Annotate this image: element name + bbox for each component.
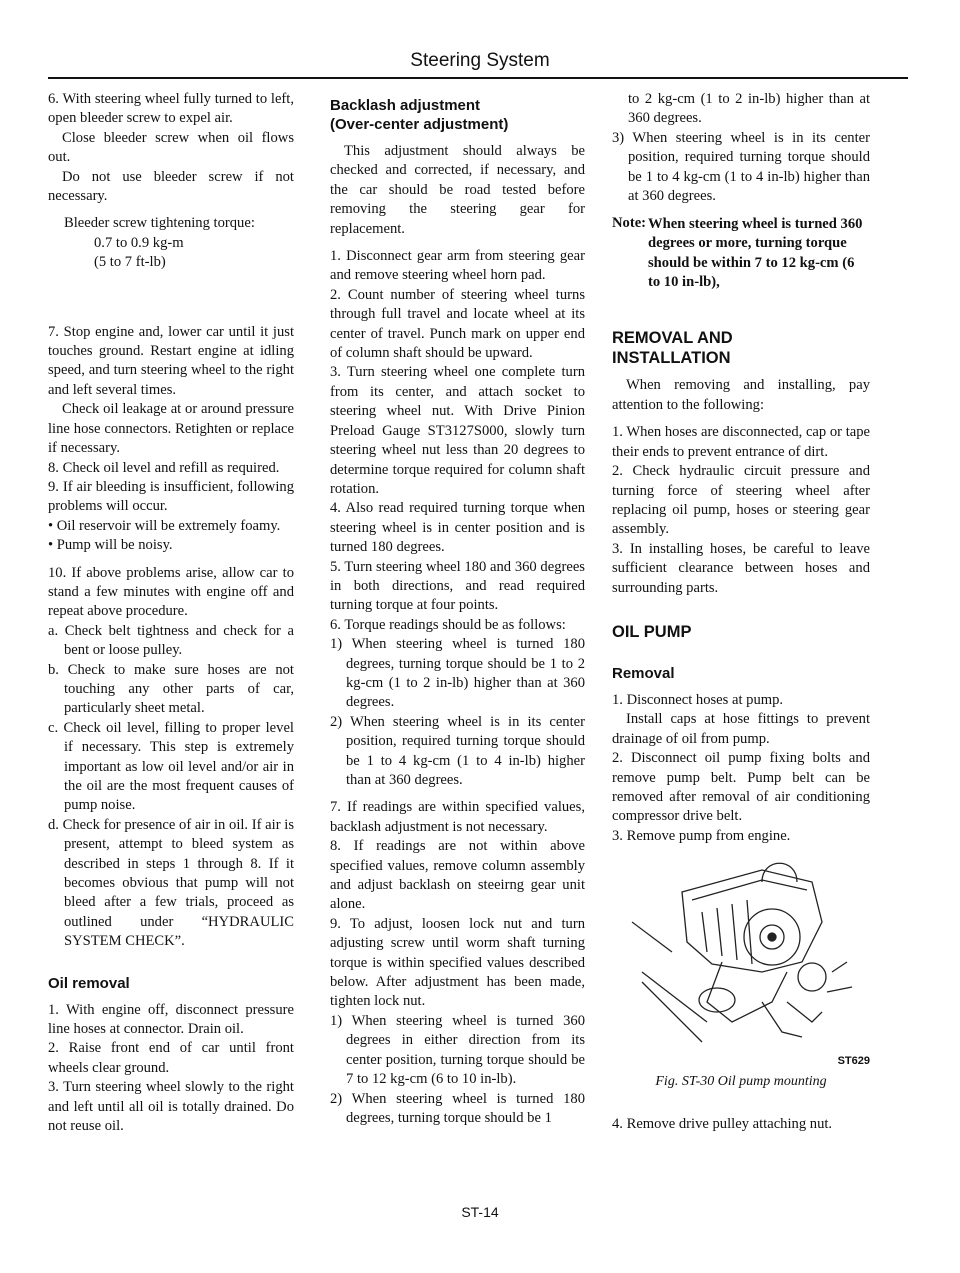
heading-over-center: (Over-center adjustment) [330,116,509,133]
torque-value-imperial: (5 to 7 ft-lb) [94,254,166,271]
heading-removal: REMOVAL AND [612,329,733,348]
backlash-step-6: 6. Torque readings should be as follows: [330,616,566,633]
torque-value-metric: 0.7 to 0.9 kg-m [94,234,184,251]
backlash-step-4: 4. Also read required turning torque when steering wheel is in center position and is turned 180 degrees. [330,500,585,556]
column-2 [330,96,585,1128]
removal-intro: When removing and installing, pay attention to the following: [612,377,870,413]
oil-removal-step-1: 1. With engine off, disconnect pressure line hoses at connector. Drain oil. [48,1001,294,1038]
backlash-intro: This adjustment should always be checked and corrected, if necessary, and the car should be road tested before removing the steering gear for replacement. [330,143,585,237]
backlash-step-7: 7. If readings are within specified values, backlash adjustment is not necessary. [330,799,585,835]
oil-pump-illustration [612,852,868,1052]
note-turning-torque [612,214,870,292]
item-a: a. Check belt tightness and check for a bent or loose pulley. [48,622,294,659]
item-d: d. Check for presence of air in oil. If air is present, attempt to bleed system as described in steps 1 through 8. If it becomes obvious that pump will not bleed after a few trials, proceed as outlined under “HYDRAULIC SYSTEM CHECK”. [48,816,294,950]
bullet-noisy: • Pump will be noisy. [48,537,173,554]
backlash-step-3: 3. Turn steering wheel one complete turn from its center, and attach socket to steering wheel nut. With Drive Pinion Preload Gauge ST3127S000, slowly turn steering wheel nut less than 20 degrees to determine torque required for column shaft rotation. [330,364,585,497]
item-b: b. Check to make sure hoses are not touching any other parts of car, particularly sheet metal. [48,661,294,717]
backlash-step-1: 1. Disconnect gear arm from steering gear and remove steering wheel horn pad. [330,248,585,284]
heading-backlash: Backlash adjustment [330,97,481,114]
step-6: 6. With steering wheel fully turned to left, open bleeder screw to expel air. [48,91,294,127]
pump-step-1: 1. Disconnect hoses at pump. [612,691,784,708]
pump-step-2: 2. Disconnect oil pump fixing bolts and remove pump belt. Pump belt can be removed after removal of air conditioning compressor drive belt. [612,750,870,825]
heading-oil-removal: Oil removal [48,974,130,992]
column-3 [612,90,870,1134]
page-number: ST-14 [461,1204,499,1220]
item-c: c. Check oil level, filling to proper level if necessary. This step is extremely important as low oil level and/or air in the oil are the most frequent causes of pump noise. [48,719,294,814]
figure-caption: Fig. ST-30 Oil pump mounting [655,1073,827,1089]
backlash-step-6-2: 2) When steering wheel is in its center position, required turning torque should be 1 to 4 kg-cm (1 to 4 in-lb) higher than at 360 degrees. [330,713,585,788]
backlash-step-2: 2. Count number of steering wheel turns through full travel and locate wheel at its center of travel. Punch mark on upper end of column shaft should be upward. [330,286,585,362]
heading-pump-removal: Removal [612,664,675,682]
backlash-step-9: 9. To adjust, loosen lock nut and turn adjusting screw until worm shaft turning torque is within specified values described below. After adjustment has been made, tighten lock nut. [330,915,585,1010]
header-rule [48,77,908,79]
oil-pump-figure [612,852,868,1052]
step-7-check: Check oil leakage at or around pressure line hose connectors. Retighten or replace if necessary. [48,401,294,457]
note-label: Note: [612,215,647,232]
backlash-step-9-1: 1) When steering wheel is turned 360 degrees in either direction from its center position, turning torque should be 7 to 12 kg-cm (6 to 10 in-lb). [330,1012,585,1088]
continued-torque: to 2 kg-cm (1 to 2 in-lb) higher than at 360 degrees. [628,91,870,127]
bullet-foamy: • Oil reservoir will be extremely foamy. [48,517,281,534]
step-8: 8. Check oil level and refill as required. [48,459,280,476]
backlash-step-8: 8. If readings are not within above specified values, remove column assembly and adjust backlash on steeirng gear unit alone. [330,838,585,913]
install-step-3: 3. In installing hoses, be careful to leave sufficient clearance between hoses and surrounding parts. [612,540,870,596]
figure-code: ST629 [837,1055,870,1068]
pump-step-1-caps: Install caps at hose fittings to prevent drainage of oil from pump. [612,711,870,747]
step-6-close: Close bleeder screw when oil flows out. [48,129,294,166]
page-header: Steering System [410,50,550,71]
step-9: 9. If air bleeding is insufficient, following problems will occur. [48,478,294,515]
heading-oil-pump: OIL PUMP [612,622,692,641]
pump-step-3: 3. Remove pump from engine. [612,827,791,844]
step-7: 7. Stop engine and, lower car until it just touches ground. Restart engine at idling speed, and turn steering wheel to the right and left several times. [48,323,294,398]
step-6-caution: Do not use bleeder screw if not necessary. [48,168,294,205]
install-step-1: 1. When hoses are disconnected, cap or tape their ends to prevent entrance of dirt. [612,424,870,460]
pump-step-4: 4. Remove drive pulley attaching nut. [612,1116,833,1132]
note-text: When steering wheel is turned 360 degrees or more, turning torque should be within 7 to 12 kg-cm (6 to 10 in-lb), [648,215,863,291]
torque-spec [64,214,294,272]
heading-installation: INSTALLATION [612,349,731,368]
backlash-step-5: 5. Turn steering wheel 180 and 360 degrees in both directions, and read required turning torque at four points. [330,558,585,614]
oil-removal-step-3: 3. Turn steering wheel slowly to the right and left until all oil is totally drained. Do not reuse oil. [48,1079,294,1135]
column-1 [48,90,294,1137]
step-10: 10. If above problems arise, allow car to stand a few minutes with engine off and repeat above procedure. [48,564,294,620]
backlash-step-6-1: 1) When steering wheel is turned 180 degrees, turning torque should be 1 to 2 kg-cm (1 to 2 in-lb) higher than at 360 degrees. [330,636,585,711]
backlash-step-9-2: 2) When steering wheel is turned 180 degrees, turning torque should be 1 [330,1090,585,1126]
step-3-center: 3) When steering wheel is in its center position, required turning torque should be 1 to 4 kg-cm (1 to 4 in-lb) higher than at 360 degrees. [612,129,870,205]
oil-removal-step-2: 2. Raise front end of car until front wheels clear ground. [48,1040,294,1076]
install-step-2: 2. Check hydraulic circuit pressure and turning force of steering wheel after replacing oil pump, hoses or steering gear assembly. [612,463,870,538]
torque-label: Bleeder screw tightening torque: [64,215,255,232]
